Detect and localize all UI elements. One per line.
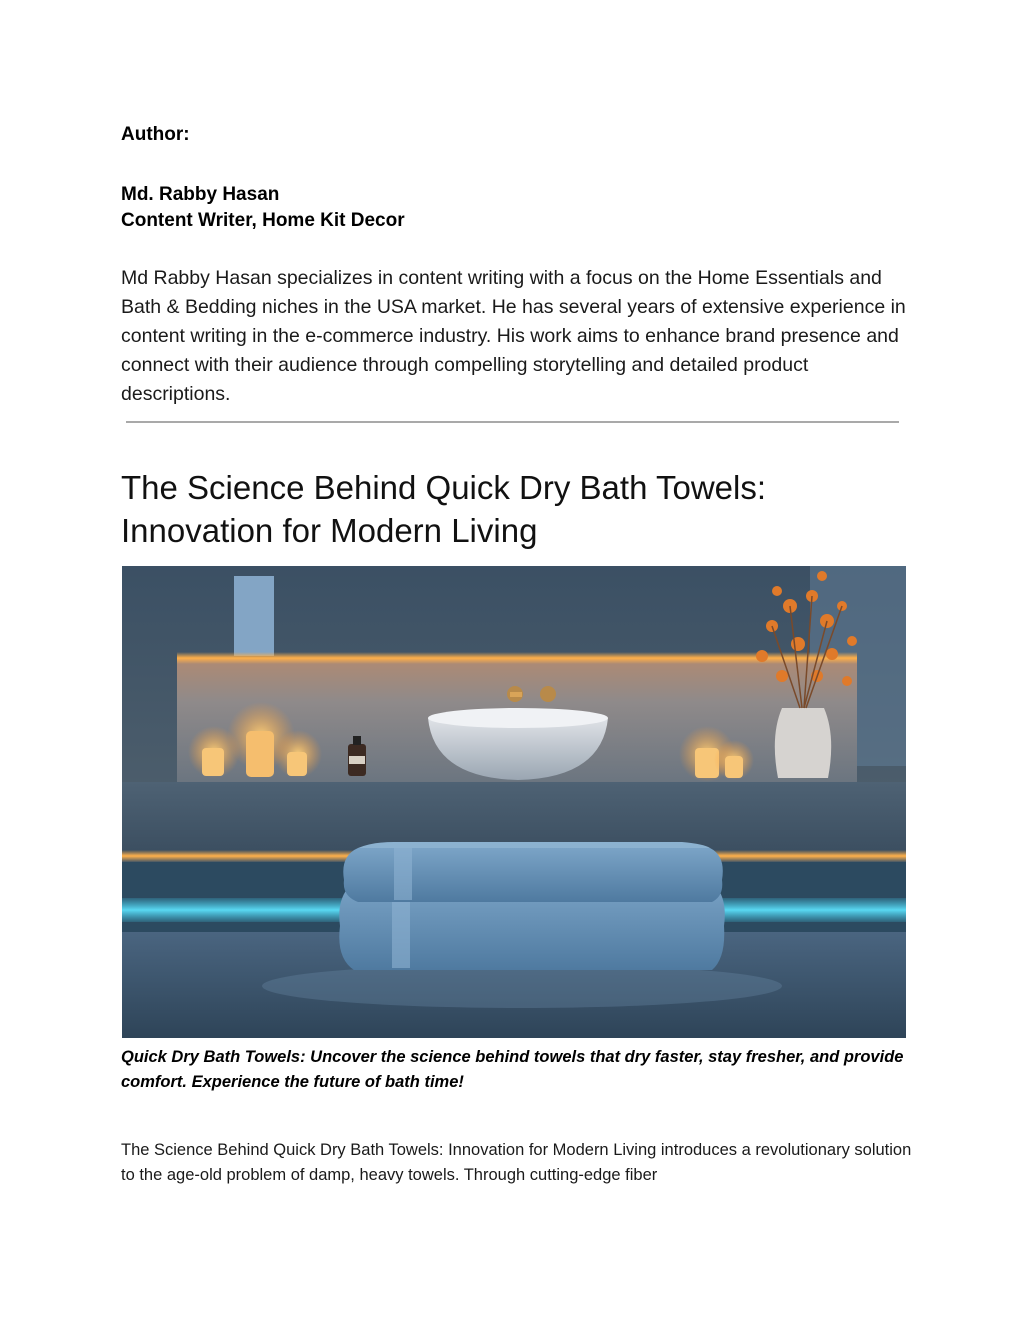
intro-paragraph: The Science Behind Quick Dry Bath Towels: Innovation for Modern Living introduces a revolutionary solution to the age-old problem of damp, heavy towels. Through cutting-edge fiber bbox=[121, 1141, 912, 1184]
article-title: The Science Behind Quick Dry Bath Towels: Innovation for Modern Living bbox=[121, 469, 767, 549]
author-bio: Md Rabby Hasan specializes in content writing with a focus on the Home Essentials and Bath & Bedding niches in the USA market. He has several years of extensive experience in content writing in the e-commerce industry. His work aims to enhance brand presence and connect with their audience through compelling storytelling and detailed product descriptions. bbox=[121, 267, 906, 405]
hero-image-towels bbox=[122, 566, 906, 1038]
image-caption: Quick Dry Bath Towels: Uncover the science behind towels that dry faster, stay fresher, and provide comfort. Experience the future of bath time! bbox=[121, 1048, 904, 1091]
towel-stack bbox=[339, 842, 725, 970]
author-name: Md. Rabby Hasan bbox=[121, 184, 280, 205]
author-role: Content Writer, Home Kit Decor bbox=[121, 210, 405, 231]
section-divider bbox=[126, 421, 899, 423]
author-label: Author: bbox=[121, 124, 190, 145]
